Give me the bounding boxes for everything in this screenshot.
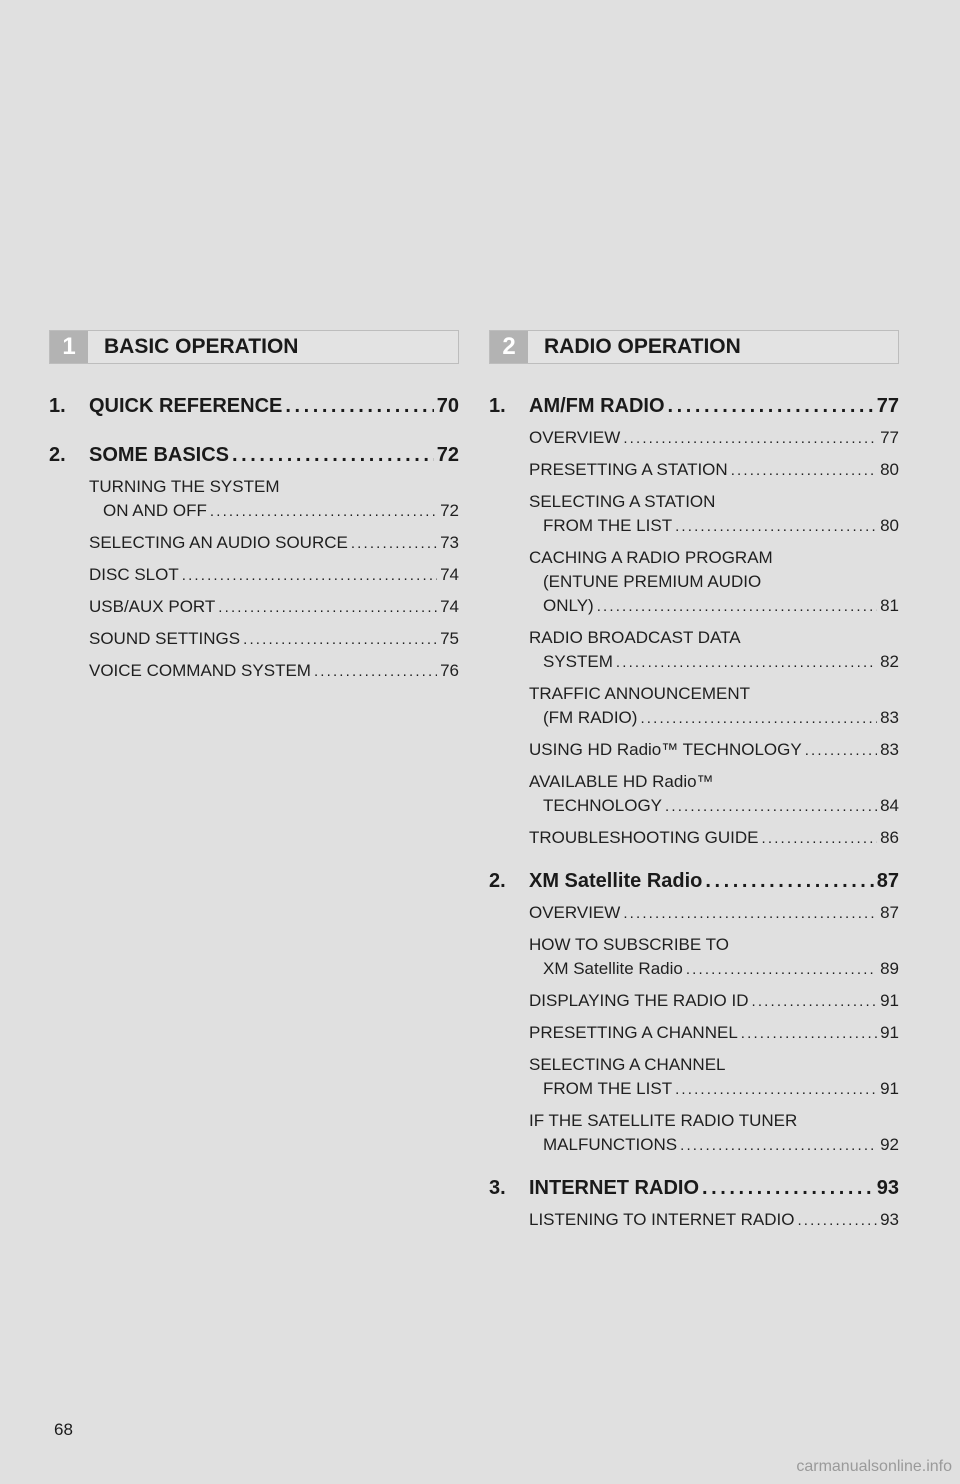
item-page: 86 [880,828,899,847]
toc-item[interactable] [529,546,899,619]
item-title-cont: MALFUNCTIONS [543,1135,678,1154]
toc-item[interactable] [89,531,459,556]
item-page: 93 [880,1210,899,1229]
page-number: 68 [54,1420,73,1439]
toc-item[interactable] [89,659,459,684]
item-title-cont: FROM THE LIST [543,1079,673,1098]
dot-leader [675,515,877,539]
item-title: SOUND SETTINGS [89,629,241,648]
item-page: 80 [880,516,899,535]
item-title: OVERVIEW [529,903,621,922]
item-title: SELECTING A CHANNEL [529,1055,726,1074]
dot-leader [616,651,877,675]
toc-column-basic-operation [49,330,459,691]
toc-item[interactable] [529,933,899,982]
toc-item[interactable] [529,426,899,451]
section-title: RADIO OPERATION [544,335,741,358]
dot-leader [702,1176,874,1200]
item-page: 89 [880,959,899,978]
toc-item-list [489,426,899,851]
dot-leader [232,443,434,467]
dot-leader [182,564,437,588]
item-page: 83 [880,708,899,727]
dot-leader [314,660,437,684]
item-page: 81 [880,596,899,615]
toc-item[interactable] [529,626,899,675]
item-title: USB/AUX PORT [89,597,216,616]
item-page: 92 [880,1135,899,1154]
chapter-page: 72 [436,444,459,466]
item-title-cont: ON AND OFF [103,501,207,520]
dot-leader [680,1134,877,1158]
item-title: USING HD Radio™ TECHNOLOGY [529,740,802,759]
item-page: 82 [880,652,899,671]
chapter-number: 1. [489,395,506,417]
toc-chapter[interactable] [489,1176,899,1200]
item-title-cont: ONLY) [543,596,594,615]
toc-chapter[interactable] [489,869,899,893]
item-title-cont: TECHNOLOGY [543,796,663,815]
item-page: 91 [880,991,899,1010]
dot-leader [623,902,877,926]
item-title-cont: XM Satellite Radio [543,959,683,978]
item-page: 72 [440,501,459,520]
item-title: CACHING A RADIO PROGRAM [529,548,773,567]
chapter-title: SOME BASICS [89,444,230,466]
item-page: 76 [440,661,459,680]
item-page: 77 [880,428,899,447]
toc-item[interactable] [529,989,899,1014]
item-title-cont: (FM RADIO) [543,708,638,727]
dot-leader [218,596,437,620]
toc-item[interactable] [529,738,899,763]
dot-leader [762,827,878,851]
item-title: SELECTING A STATION [529,492,716,511]
section-header [489,330,899,364]
section-number: 1 [50,331,88,363]
dot-leader [285,394,433,418]
item-title: TROUBLESHOOTING GUIDE [529,828,759,847]
toc-chapter[interactable] [49,394,459,418]
item-page: 75 [440,629,459,648]
toc-chapter[interactable] [49,443,459,467]
chapter-title: AM/FM RADIO [529,395,665,417]
item-page: 73 [440,533,459,552]
item-title: RADIO BROADCAST DATA [529,628,741,647]
item-title: TRAFFIC ANNOUNCEMENT [529,684,750,703]
item-page: 74 [440,597,459,616]
toc-item[interactable] [529,826,899,851]
item-page: 83 [880,740,899,759]
chapter-page: 93 [876,1177,899,1199]
item-title: VOICE COMMAND SYSTEM [89,661,311,680]
item-title: PRESETTING A STATION [529,460,728,479]
toc-item[interactable] [529,458,899,483]
dot-leader [351,532,437,556]
toc-item[interactable] [89,595,459,620]
item-page: 74 [440,565,459,584]
dot-leader [597,595,877,619]
item-title-cont: FROM THE LIST [543,516,673,535]
chapter-number: 2. [489,870,506,892]
section-number: 2 [490,331,528,363]
toc-item[interactable] [89,475,459,524]
item-title-cont: (ENTUNE PREMIUM AUDIO [543,572,762,591]
item-title: DISPLAYING THE RADIO ID [529,991,749,1010]
toc-item-list [489,901,899,1158]
toc-item-list [489,1208,899,1233]
item-title-cont: SYSTEM [543,652,613,671]
item-title: IF THE SATELLITE RADIO TUNER [529,1111,798,1130]
item-title: PRESETTING A CHANNEL [529,1023,738,1042]
dot-leader [675,1078,877,1102]
chapter-title: XM Satellite Radio [529,870,703,892]
dot-leader [665,795,877,819]
dot-leader [210,500,437,524]
toc-chapter[interactable] [489,394,899,418]
chapter-number: 3. [489,1177,506,1199]
chapter-title: QUICK REFERENCE [89,395,283,417]
dot-leader [640,707,877,731]
toc-item[interactable] [529,1021,899,1046]
item-title: HOW TO SUBSCRIBE TO [529,935,729,954]
item-title: LISTENING TO INTERNET RADIO [529,1210,795,1229]
dot-leader [686,958,877,982]
dot-leader [243,628,437,652]
dot-leader [797,1209,877,1233]
chapter-page: 87 [876,870,899,892]
toc-item-list [49,475,459,684]
dot-leader [805,739,877,763]
chapter-page: 77 [876,395,899,417]
toc-item[interactable] [529,682,899,731]
toc-item[interactable] [89,563,459,588]
dot-leader [668,394,874,418]
toc-item[interactable] [529,1053,899,1102]
chapter-number: 2. [49,444,66,466]
toc-column-radio-operation [489,330,899,1240]
toc-item[interactable] [89,627,459,652]
item-title: AVAILABLE HD Radio™ [529,772,714,791]
item-page: 84 [880,796,899,815]
item-title: OVERVIEW [529,428,621,447]
dot-leader [705,869,873,893]
chapter-title: INTERNET RADIO [529,1177,699,1199]
item-page: 87 [880,903,899,922]
toc-item[interactable] [529,901,899,926]
item-title: TURNING THE SYSTEM [89,477,280,496]
watermark: carmanualsonline.info [796,1458,952,1475]
dot-leader [741,1022,877,1046]
item-page: 91 [880,1079,899,1098]
item-title: DISC SLOT [89,565,179,584]
toc-item[interactable] [529,770,899,819]
toc-item[interactable] [529,1109,899,1158]
section-title: BASIC OPERATION [104,335,299,358]
dot-leader [751,990,877,1014]
item-page: 80 [880,460,899,479]
toc-item[interactable] [529,1208,899,1233]
toc-item[interactable] [529,490,899,539]
dot-leader [731,459,877,483]
chapter-number: 1. [49,395,66,417]
dot-leader [623,427,877,451]
section-header [49,330,459,364]
chapter-page: 70 [436,395,459,417]
item-page: 91 [880,1023,899,1042]
item-title: SELECTING AN AUDIO SOURCE [89,533,348,552]
